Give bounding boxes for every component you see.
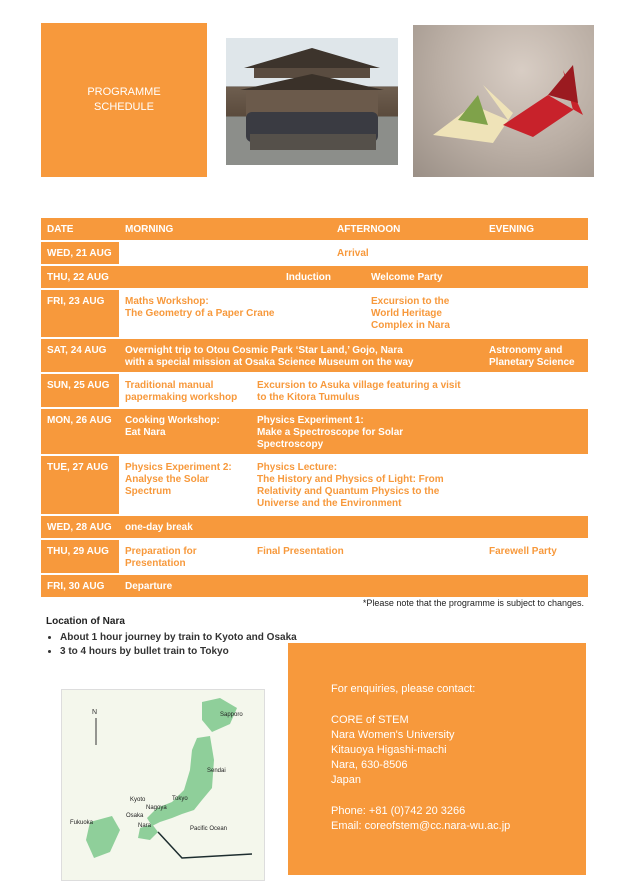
column-header-morning: MORNING bbox=[125, 224, 174, 235]
row-afternoon: Excursion to the World Heritage Complex in Nara bbox=[371, 296, 450, 331]
row-morning: Traditional manual papermaking workshop bbox=[125, 380, 238, 403]
schedule-row bbox=[41, 575, 588, 599]
north-label: N bbox=[92, 709, 98, 716]
route-line bbox=[158, 832, 252, 858]
contact-phone: Phone: +81 (0)742 20 3266 bbox=[331, 805, 466, 817]
contact-email[interactable]: Email: coreofstem@cc.nara-wu.ac.jp bbox=[331, 820, 511, 832]
row-morning: Maths Workshop: The Geometry of a Paper Crane bbox=[125, 296, 275, 319]
row-date: WED, 21 AUG bbox=[41, 242, 119, 264]
japan-map bbox=[61, 689, 265, 881]
row-afternoon-2: Welcome Party bbox=[371, 272, 443, 283]
schedule-note: *Please note that the programme is subject to changes. bbox=[362, 598, 584, 608]
schedule-table bbox=[41, 218, 588, 599]
location-item: • About 1 hour journey by train to Kyoto and Osaka bbox=[60, 632, 300, 644]
row-afternoon: Final Presentation bbox=[257, 546, 344, 557]
map-label-fukuoka: Fukuoka bbox=[70, 820, 94, 826]
contact-heading: For enquiries, please contact: bbox=[331, 683, 476, 695]
schedule-row bbox=[41, 409, 588, 456]
title-line-1: PROGRAMME bbox=[87, 86, 161, 98]
column-header-evening: EVENING bbox=[489, 224, 535, 235]
location-item: • 3 to 4 hours by bullet train to Tokyo bbox=[60, 646, 300, 658]
row-evening: Farewell Party bbox=[489, 546, 557, 557]
contact-org-1: CORE of STEM bbox=[331, 714, 409, 726]
row-morning: Overnight trip to Otou Cosmic Park ‘Star Land,’ Gojo, Nara with a special mission at Osaka Science Museum on the way bbox=[125, 345, 414, 368]
row-morning: one-day break bbox=[125, 522, 193, 533]
column-header-date: DATE bbox=[47, 224, 74, 235]
honshu-shape bbox=[147, 736, 214, 826]
contact-box bbox=[288, 643, 586, 875]
temple-illustration bbox=[226, 38, 398, 165]
schedule-row bbox=[41, 242, 588, 266]
title-line-2: SCHEDULE bbox=[94, 101, 154, 113]
schedule-row bbox=[41, 339, 588, 374]
row-date: FRI, 30 AUG bbox=[41, 575, 119, 597]
row-date: TUE, 27 AUG bbox=[41, 456, 119, 514]
schedule-row bbox=[41, 374, 588, 409]
row-afternoon-1: Induction bbox=[286, 272, 331, 283]
row-arrival: Arrival bbox=[337, 248, 369, 259]
row-date: SAT, 24 AUG bbox=[41, 339, 119, 372]
row-afternoon: Physics Lecture: The History and Physics of Light: From Relativity and Quantum Physics to the Universe and the Environment bbox=[257, 462, 444, 509]
row-date: WED, 28 AUG bbox=[41, 516, 119, 538]
schedule-header-row bbox=[41, 218, 588, 242]
contact-org-2: Nara Women's University bbox=[331, 729, 455, 741]
map-label-tokyo: Tokyo bbox=[172, 796, 188, 802]
contact-country: Japan bbox=[331, 774, 361, 786]
row-morning: Preparation for Presentation bbox=[125, 546, 197, 569]
programme-title-box bbox=[41, 23, 207, 177]
row-date: FRI, 23 AUG bbox=[41, 290, 119, 337]
map-label-nagoya: Nagoya bbox=[146, 805, 167, 811]
paper-cranes-photo bbox=[413, 25, 594, 177]
row-afternoon: Excursion to Asuka village featuring a visit to the Kitora Tumulus bbox=[257, 380, 461, 403]
map-label-nara: Nara bbox=[138, 823, 152, 829]
row-morning: Departure bbox=[125, 581, 173, 592]
row-date: THU, 22 AUG bbox=[41, 266, 119, 288]
map-label-sapporo: Sapporo bbox=[220, 712, 243, 718]
schedule-row bbox=[41, 456, 588, 516]
location-title: Location of Nara bbox=[46, 616, 125, 627]
paper-cranes-illustration bbox=[413, 25, 594, 177]
map-label-osaka: Osaka bbox=[126, 813, 144, 819]
row-morning: Cooking Workshop: Eat Nara bbox=[125, 415, 220, 438]
location-list bbox=[46, 632, 300, 660]
japan-map-drawing bbox=[62, 690, 264, 880]
row-date: MON, 26 AUG bbox=[41, 409, 119, 454]
map-label-pacific: Pacific Ocean bbox=[190, 826, 228, 832]
row-date: SUN, 25 AUG bbox=[41, 374, 119, 407]
row-evening: Astronomy and Planetary Science bbox=[489, 345, 575, 368]
column-header-afternoon: AFTERNOON bbox=[337, 224, 401, 235]
row-morning: Physics Experiment 2: Analyse the Solar Spectrum bbox=[125, 462, 232, 497]
map-label-kyoto: Kyoto bbox=[130, 797, 146, 803]
contact-address-2: Nara, 630-8506 bbox=[331, 759, 408, 771]
schedule-row bbox=[41, 516, 588, 540]
row-date: THU, 29 AUG bbox=[41, 540, 119, 573]
schedule-row bbox=[41, 290, 588, 339]
schedule-row bbox=[41, 266, 588, 290]
contact-address-1: Kitauoya Higashi-machi bbox=[331, 744, 447, 756]
temple-group-photo bbox=[226, 38, 398, 165]
schedule-row bbox=[41, 540, 588, 575]
map-label-sendai: Sendai bbox=[207, 768, 226, 774]
row-afternoon: Physics Experiment 1: Make a Spectroscope for Solar Spectroscopy bbox=[257, 415, 404, 450]
